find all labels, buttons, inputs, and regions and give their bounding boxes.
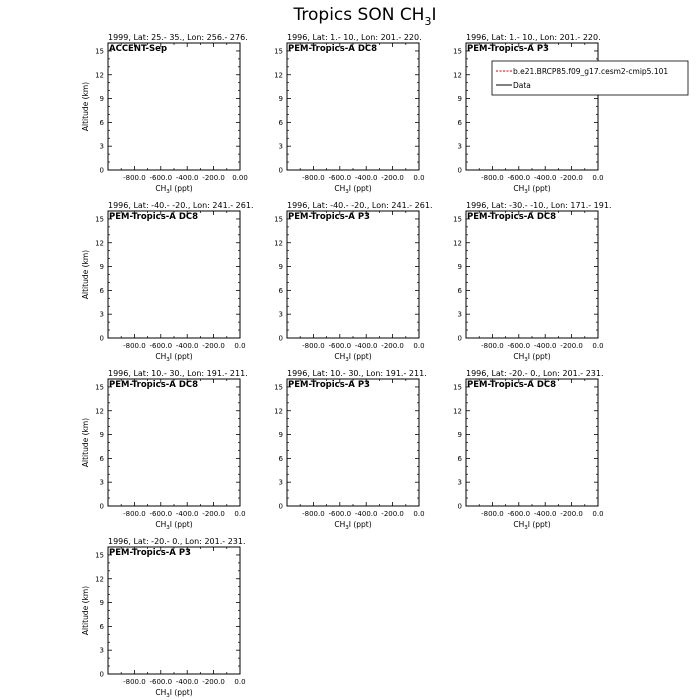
x-tick-label: -800.0 xyxy=(123,342,146,350)
y-tick-label: 12 xyxy=(95,407,104,416)
x-tick-label: 0.0 xyxy=(592,174,604,182)
x-tick-label: -600.0 xyxy=(149,174,173,182)
plot-frame xyxy=(287,43,419,170)
y-tick-label: 0 xyxy=(99,502,104,511)
y-tick-label: 6 xyxy=(278,118,283,127)
y-tick-label: 15 xyxy=(95,551,104,560)
y-tick-label: 9 xyxy=(278,263,283,272)
figure-title xyxy=(293,5,437,28)
x-tick-label: -400.0 xyxy=(175,678,199,686)
y-tick-label: 12 xyxy=(274,407,283,416)
x-tick-label: -400.0 xyxy=(354,174,378,182)
x-axis-label: $CH_3I$ (ppt) xyxy=(334,520,372,531)
y-tick-label: 6 xyxy=(457,454,462,463)
y-tick-label: 6 xyxy=(99,622,104,631)
x-tick-label: -200.0 xyxy=(381,510,404,518)
campaign-label: PEM-Tropics-A DC8 xyxy=(467,212,557,222)
y-tick-label: 6 xyxy=(278,454,283,463)
x-tick-label: -200.0 xyxy=(202,678,225,686)
x-tick-label: 0.00 xyxy=(232,174,248,182)
x-tick-label: 0.0 xyxy=(592,510,604,518)
campaign-label: PEM-Tropics-A P3 xyxy=(288,380,370,390)
y-tick-label: 6 xyxy=(278,286,283,295)
panel-title: 1996, Lat: -40.- -20., Lon: 241.- 261. xyxy=(287,201,433,210)
x-tick-label: -400.0 xyxy=(175,174,199,182)
x-tick-label: -800.0 xyxy=(481,174,504,182)
x-tick-label: -200.0 xyxy=(560,342,583,350)
panel-5 xyxy=(274,201,432,363)
plot-frame xyxy=(108,43,240,170)
panel-title: 1996, Lat: -30.- -10., Lon: 171.- 191. xyxy=(466,201,612,210)
x-tick-label: -400.0 xyxy=(533,510,557,518)
y-tick-label: 15 xyxy=(95,47,104,56)
x-tick-label: -600.0 xyxy=(507,342,531,350)
y-tick-label: 15 xyxy=(95,383,104,392)
y-tick-label: 0 xyxy=(457,502,462,511)
x-tick-label: -800.0 xyxy=(123,678,146,686)
panel-7 xyxy=(81,369,248,531)
x-tick-label: -800.0 xyxy=(481,342,504,350)
x-tick-label: -200.0 xyxy=(202,174,225,182)
y-tick-label: 12 xyxy=(453,407,462,416)
x-tick-label: -800.0 xyxy=(302,174,325,182)
y-tick-label: 12 xyxy=(95,575,104,584)
y-tick-label: 15 xyxy=(453,383,462,392)
x-tick-label: -800.0 xyxy=(302,510,325,518)
x-axis-label: $CH_3I$ (ppt) xyxy=(155,688,193,699)
y-tick-label: 3 xyxy=(99,142,104,151)
y-tick-label: 15 xyxy=(274,47,283,56)
x-tick-label: -600.0 xyxy=(328,174,352,182)
campaign-label: PEM-Tropics-A DC8 xyxy=(467,380,557,390)
x-tick-label: -600.0 xyxy=(328,510,352,518)
y-tick-label: 6 xyxy=(457,286,462,295)
y-tick-label: 15 xyxy=(453,215,462,224)
panel-title: 1996, Lat: 10.- 30., Lon: 191.- 211. xyxy=(287,369,427,378)
x-tick-label: 0.0 xyxy=(592,342,604,350)
x-tick-label: 0.0 xyxy=(234,678,246,686)
y-tick-label: 9 xyxy=(457,263,462,272)
y-tick-label: 9 xyxy=(278,95,283,104)
legend xyxy=(492,61,688,95)
x-tick-label: -400.0 xyxy=(533,342,557,350)
x-tick-label: 0.0 xyxy=(413,342,425,350)
panel-title: 1996, Lat: 1.- 10., Lon: 201.- 220. xyxy=(466,33,601,42)
y-tick-label: 3 xyxy=(278,478,283,487)
x-tick-label: -800.0 xyxy=(123,510,146,518)
panel-2 xyxy=(274,33,424,195)
y-tick-label: 9 xyxy=(278,431,283,440)
x-tick-label: -200.0 xyxy=(560,510,583,518)
x-tick-label: 0.0 xyxy=(234,342,246,350)
y-tick-label: 6 xyxy=(99,454,104,463)
y-tick-label: 12 xyxy=(95,239,104,248)
x-axis-label: $CH_3I$ (ppt) xyxy=(334,352,372,363)
x-tick-label: -400.0 xyxy=(175,510,199,518)
y-tick-label: 3 xyxy=(278,310,283,319)
plot-frame xyxy=(466,379,598,506)
y-tick-label: 0 xyxy=(278,166,283,175)
panel-grid xyxy=(81,33,612,699)
y-tick-label: 12 xyxy=(274,71,283,80)
campaign-label: PEM-Tropics-A DC8 xyxy=(109,380,199,390)
x-axis-label: $CH_3I$ (ppt) xyxy=(513,352,551,363)
y-tick-label: 0 xyxy=(278,502,283,511)
x-tick-label: -600.0 xyxy=(149,342,173,350)
plot-frame xyxy=(287,379,419,506)
y-tick-label: 15 xyxy=(274,215,283,224)
x-tick-label: 0.0 xyxy=(234,510,246,518)
y-tick-label: 0 xyxy=(99,670,104,679)
y-tick-label: 6 xyxy=(457,118,462,127)
y-tick-label: 3 xyxy=(457,310,462,319)
plot-frame xyxy=(108,379,240,506)
y-tick-label: 15 xyxy=(95,215,104,224)
x-axis-label: $CH_3I$ (ppt) xyxy=(155,184,193,195)
x-tick-label: 0.0 xyxy=(413,510,425,518)
y-tick-label: 0 xyxy=(278,334,283,343)
legend-label: Data xyxy=(513,81,531,90)
y-axis-label: Altitude (km) xyxy=(81,249,90,300)
figure-title-subscript: 3 xyxy=(424,15,432,28)
y-tick-label: 3 xyxy=(99,646,104,655)
x-tick-label: 0.0 xyxy=(413,174,425,182)
y-tick-label: 15 xyxy=(453,47,462,56)
y-tick-label: 6 xyxy=(99,286,104,295)
x-tick-label: -800.0 xyxy=(302,342,325,350)
plot-frame xyxy=(108,211,240,338)
y-axis-label: Altitude (km) xyxy=(81,585,90,636)
x-tick-label: -200.0 xyxy=(381,174,404,182)
plot-frame xyxy=(108,547,240,674)
x-tick-label: -400.0 xyxy=(354,510,378,518)
x-tick-label: -600.0 xyxy=(149,510,173,518)
figure-title-main: Tropics SON CH xyxy=(293,5,425,25)
y-tick-label: 9 xyxy=(99,263,104,272)
x-tick-label: -200.0 xyxy=(202,342,225,350)
panel-title: 1996, Lat: -40.- -20., Lon: 241.- 261. xyxy=(108,201,254,210)
x-axis-label: $CH_3I$ (ppt) xyxy=(155,520,193,531)
y-tick-label: 12 xyxy=(274,239,283,248)
x-tick-label: -400.0 xyxy=(533,174,557,182)
y-tick-label: 3 xyxy=(278,142,283,151)
x-tick-label: -800.0 xyxy=(481,510,504,518)
panel-title: 1996, Lat: -20.- 0., Lon: 201.- 231. xyxy=(108,537,246,546)
x-tick-label: -600.0 xyxy=(507,510,531,518)
y-tick-label: 3 xyxy=(457,478,462,487)
campaign-label: PEM-Tropics-A P3 xyxy=(288,212,370,222)
panel-title: 1996, Lat: -20.- 0., Lon: 201.- 231. xyxy=(466,369,604,378)
campaign-label: PEM-Tropics-A P3 xyxy=(109,548,191,558)
y-tick-label: 0 xyxy=(99,166,104,175)
x-axis-label: $CH_3I$ (ppt) xyxy=(155,352,193,363)
x-tick-label: -400.0 xyxy=(354,342,378,350)
campaign-label: PEM-Tropics-A DC8 xyxy=(288,44,378,54)
y-tick-label: 9 xyxy=(457,95,462,104)
campaign-label: PEM-Tropics-A DC8 xyxy=(109,212,199,222)
y-tick-label: 12 xyxy=(453,239,462,248)
y-tick-label: 9 xyxy=(99,599,104,608)
plot-frame xyxy=(466,211,598,338)
y-tick-label: 9 xyxy=(99,431,104,440)
y-tick-label: 3 xyxy=(99,310,104,319)
panel-4 xyxy=(81,201,254,363)
y-tick-label: 9 xyxy=(99,95,104,104)
x-axis-label: $CH_3I$ (ppt) xyxy=(513,520,551,531)
panel-title: 1999, Lat: 25.- 35., Lon: 256.- 276. xyxy=(108,33,248,42)
panel-9 xyxy=(453,369,603,531)
panel-title: 1996, Lat: 1.- 10., Lon: 201.- 220. xyxy=(287,33,422,42)
x-tick-label: -600.0 xyxy=(328,342,352,350)
x-tick-label: -600.0 xyxy=(507,174,531,182)
y-tick-label: 3 xyxy=(457,142,462,151)
panel-10 xyxy=(81,537,246,699)
x-tick-label: -400.0 xyxy=(175,342,199,350)
x-axis-label: $CH_3I$ (ppt) xyxy=(513,184,551,195)
plot-frame xyxy=(287,211,419,338)
panel-8 xyxy=(274,369,427,531)
campaign-label: PEM-Tropics-A P3 xyxy=(467,44,549,54)
panel-title: 1996, Lat: 10.- 30., Lon: 191.- 211. xyxy=(108,369,248,378)
y-tick-label: 0 xyxy=(457,166,462,175)
y-axis-label: Altitude (km) xyxy=(81,417,90,468)
y-tick-label: 15 xyxy=(274,383,283,392)
x-tick-label: -200.0 xyxy=(381,342,404,350)
y-axis-label: Altitude (km) xyxy=(81,81,90,132)
y-tick-label: 0 xyxy=(457,334,462,343)
x-tick-label: -800.0 xyxy=(123,174,146,182)
y-tick-label: 3 xyxy=(99,478,104,487)
x-axis-label: $CH_3I$ (ppt) xyxy=(334,184,372,195)
y-tick-label: 12 xyxy=(453,71,462,80)
campaign-label: ACCENT-Sep xyxy=(109,44,168,54)
x-tick-label: -200.0 xyxy=(202,510,225,518)
panel-3 xyxy=(453,33,603,195)
panel-1 xyxy=(81,33,248,195)
figure-title-tail: I xyxy=(431,5,437,25)
legend-label: b.e21.BRCP85.f09_g17.cesm2-cmip5.101 xyxy=(513,67,669,76)
y-tick-label: 0 xyxy=(99,334,104,343)
y-tick-label: 6 xyxy=(99,118,104,127)
y-tick-label: 9 xyxy=(457,431,462,440)
x-tick-label: -600.0 xyxy=(149,678,173,686)
panel-6 xyxy=(453,201,611,363)
y-tick-label: 12 xyxy=(95,71,104,80)
x-tick-label: -200.0 xyxy=(560,174,583,182)
